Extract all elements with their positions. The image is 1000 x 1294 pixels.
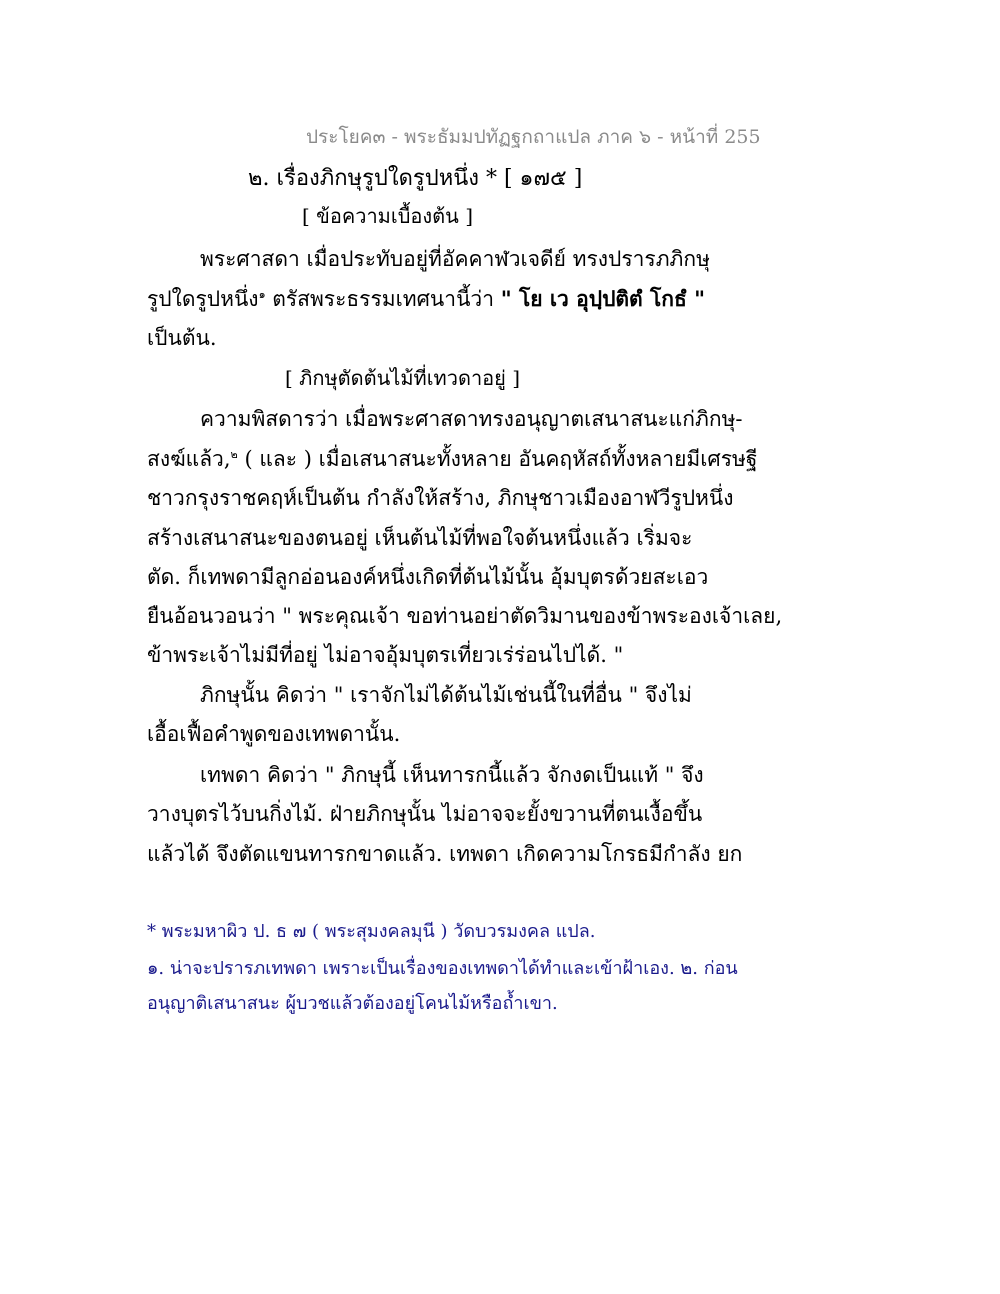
body-line-9: เอื้อเฟื้อคำพูดของเทพดานั้น.: [147, 722, 401, 746]
intro-line-1: พระศาสดา เมื่อประทับอยู่ที่อัคคาฬวเจดีย์ ทรงปรารภภิกษุ: [200, 247, 710, 271]
body-line-4: สร้างเสนาสนะของตนอยู่ เห็นต้นไม้ที่พอใจต้นหนึ่งแล้ว เริ่มจะ: [147, 526, 693, 550]
body-line-10: เทพดา คิดว่า " ภิกษุนี้ เห็นทารกนี้แล้ว จักงดเป็นแท้ " จึง: [200, 763, 704, 787]
body-line-2-text: สงฆ์แล้ว,: [147, 447, 231, 471]
body-line-12: แล้วได้ จึงตัดแขนทารกขาดแล้ว. เทพดา เกิดความโกรธมีกำลัง ยก: [147, 842, 743, 866]
intro-line-2-mid: ตรัสพระธรรมเทศนานี้ว่า: [265, 287, 501, 311]
body-line-5: ตัด. ก็เทพดามีลูกอ่อนองค์หนึ่งเกิดที่ต้นไม้นั้น อุ้มบุตรด้วยสะเอว: [147, 565, 709, 589]
body-line-3: ชาวกรุงราชคฤห์เป็นต้น กำลังให้สร้าง, ภิกษุชาวเมืองอาฬวีรูปหนึ่ง: [147, 486, 734, 510]
intro-line-2: [147, 283, 705, 316]
page-header: ประโยค๓ - พระธัมมปทัฏฐกถาแปล ภาค ๖ - หน้าที่ 255: [306, 126, 761, 148]
body-line-1: ความพิสดารว่า เมื่อพระศาสดาทรงอนุญาตเสนาสนะแก่ภิกษุ-: [200, 407, 743, 431]
intro-line-3: เป็นต้น.: [147, 326, 217, 350]
footnote-marker-1: ๑: [258, 288, 266, 301]
section-heading-intro: [ ข้อความเบื้องต้น ]: [302, 204, 473, 228]
body-line-6: ยืนอ้อนวอนว่า " พระคุณเจ้า ขอท่านอย่าตัดวิมานของข้าพระองเจ้าเลย,: [147, 604, 783, 628]
pali-quote: " โย เว อุปฺปติตํ โกธํ ": [500, 286, 706, 311]
body-line-11: วางบุตรไว้บนกิ่งไม้. ฝ่ายภิกษุนั้น ไม่อาจจะยั้งขวานที่ตนเงื้อขึ้น: [147, 802, 703, 826]
footnote-marker-2: ๒: [230, 448, 238, 461]
body-line-2-post: ( และ ) เมื่อเสนาสนะทั้งหลาย อันคฤหัสถ์ทั้งหลายมีเศรษฐี: [237, 447, 758, 471]
body-line-2: [147, 443, 757, 476]
footnote-translator: * พระมหาผิว ป. ธ ๗ ( พระสุมงคลมุนี ) วัดบวรมงคล แปล.: [147, 921, 596, 942]
body-line-7: ข้าพระเจ้าไม่มีที่อยู่ ไม่อาจอุ้มบุตรเที่ยวเร่ร่อนไปได้. ": [147, 643, 624, 667]
intro-line-2-text: รูปใดรูปหนึ่ง: [147, 287, 259, 311]
story-title: ๒. เรื่องภิกษุรูปใดรูปหนึ่ง * [ ๑๗๕ ]: [248, 166, 583, 191]
footnote-2: อนุญาติเสนาสนะ ผู้บวชแล้วต้องอยู่โคนไม้หรือถ้ำเขา.: [147, 993, 558, 1014]
footnote-1: ๑. น่าจะปรารภเทพดา เพราะเป็นเรื่องของเทพดาได้ทำและเข้าฝ้าเอง. ๒. ก่อน: [147, 958, 738, 979]
body-line-8: ภิกษุนั้น คิดว่า " เราจักไม่ได้ต้นไม้เช่นนี้ในที่อื่น " จึงไม่: [200, 683, 692, 707]
section-heading-story: [ ภิกษุตัดต้นไม้ที่เทวดาอยู่ ]: [285, 366, 521, 390]
